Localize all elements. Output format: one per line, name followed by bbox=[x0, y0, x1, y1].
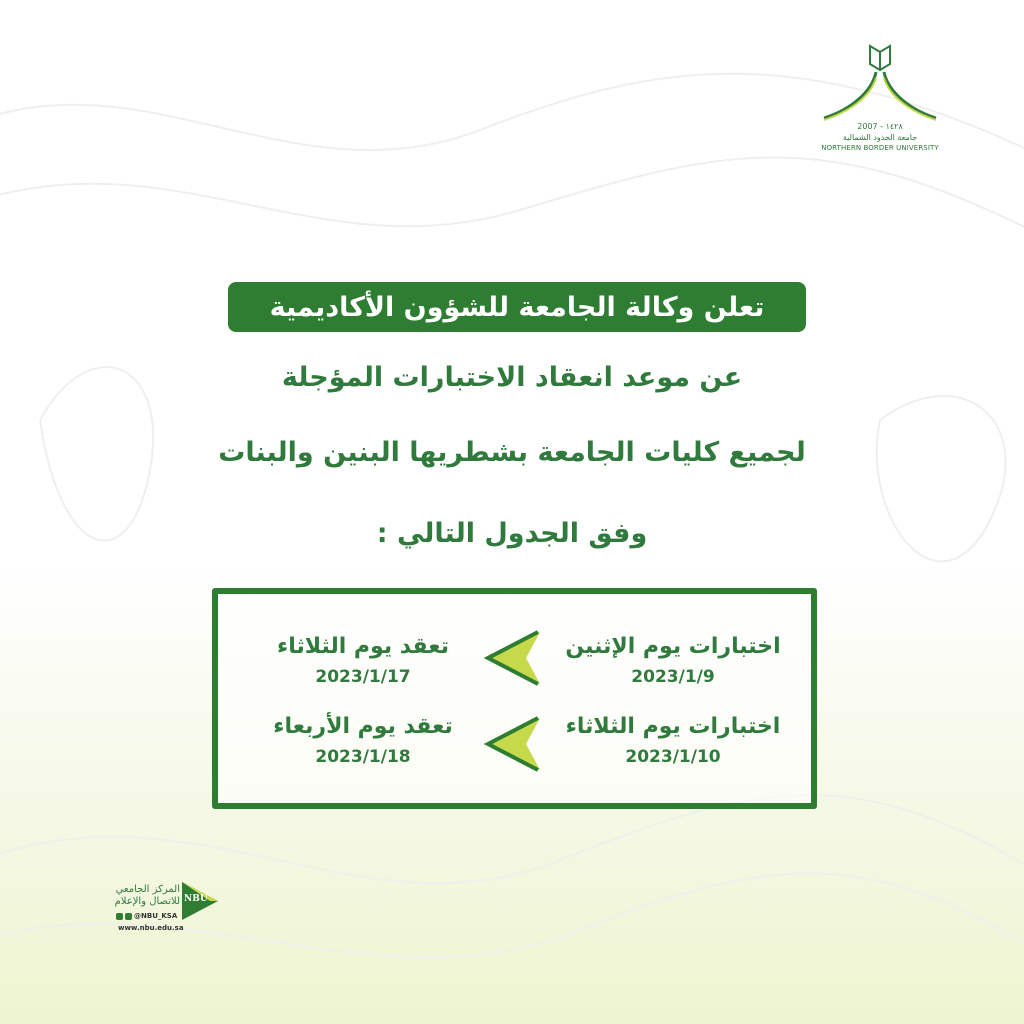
instagram-icon bbox=[125, 913, 132, 920]
footer-branding bbox=[108, 880, 223, 950]
logo-year: 2007 - ١٤٢٨ bbox=[857, 122, 903, 131]
new-label: تعقد يوم الثلاثاء bbox=[277, 634, 449, 659]
announcement-line-1: عن موعد انعقاد الاختبارات المؤجلة bbox=[281, 362, 743, 393]
logo-name-ar: جامعة الحدود الشمالية bbox=[842, 133, 918, 142]
chevron-left-icon bbox=[482, 628, 542, 688]
website-link[interactable]: www.nbu.edu.sa bbox=[118, 924, 184, 932]
new-date: 2023/1/17 bbox=[315, 667, 411, 687]
headline-text: تعلن وكالة الجامعة للشؤون الأكاديمية bbox=[269, 291, 765, 323]
announcement-line-3: وفق الجدول التالي : bbox=[376, 518, 648, 549]
social-handle bbox=[116, 912, 177, 920]
schedule-original-1 bbox=[558, 634, 788, 687]
schedule-table bbox=[212, 588, 817, 809]
media-center-name: المركز الجامعي للاتصال والإعلام bbox=[114, 884, 180, 907]
original-date: 2023/1/9 bbox=[631, 667, 715, 687]
twitter-icon bbox=[116, 913, 123, 920]
university-logo bbox=[820, 42, 940, 154]
nbu-badge bbox=[180, 880, 220, 922]
chevron-left-icon bbox=[482, 714, 542, 774]
nbu-badge-text: NBU bbox=[184, 894, 208, 904]
schedule-new-2 bbox=[248, 714, 478, 767]
new-label: تعقد يوم الأربعاء bbox=[273, 714, 453, 739]
schedule-original-2 bbox=[558, 714, 788, 767]
new-date: 2023/1/18 bbox=[315, 747, 411, 767]
schedule-new-1 bbox=[248, 634, 478, 687]
announcement-line-2: لجميع كليات الجامعة بشطريها البنين والبنات bbox=[218, 437, 806, 468]
original-label: اختبارات يوم الثلاثاء bbox=[565, 714, 781, 739]
original-label: اختبارات يوم الإثنين bbox=[565, 634, 781, 659]
original-date: 2023/1/10 bbox=[625, 747, 721, 767]
logo-name-en: NORTHERN BORDER UNIVERSITY bbox=[821, 144, 939, 152]
headline-badge bbox=[228, 282, 806, 332]
handle-text: @NBU_KSA bbox=[134, 912, 178, 920]
university-logo-icon bbox=[820, 42, 940, 122]
